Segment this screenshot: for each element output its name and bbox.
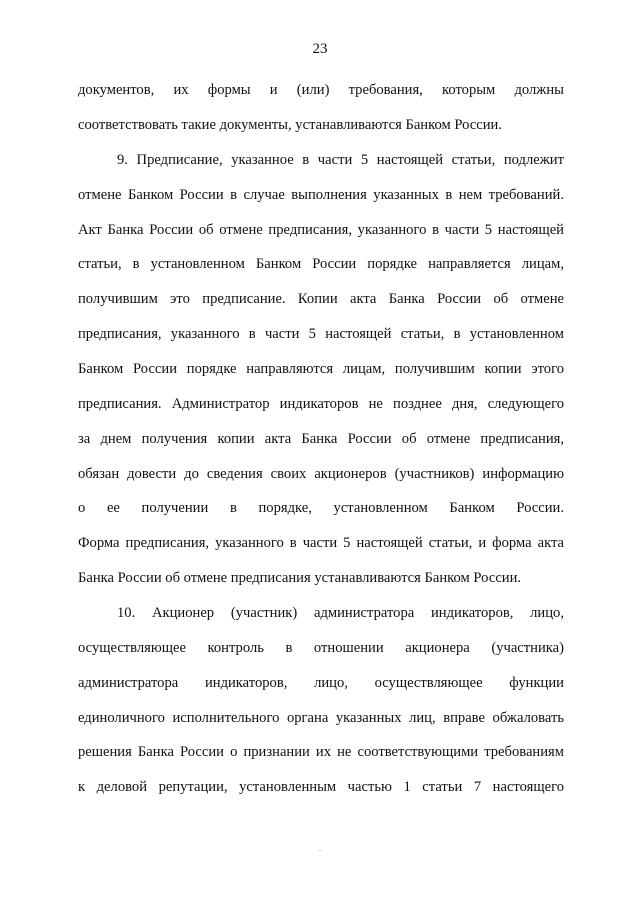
text-line: предписания. Администратор индикаторов не позднее дня, следующего [78,396,564,412]
text-line: соответствовать такие документы, устанавливаются Банком России. [78,117,503,133]
paragraph-10-start: 10. Акционер (участник) администратора индикаторов, лицо, [117,605,564,621]
text-line: к деловой репутации, установленным частью 1 статьи 7 настоящего [78,779,564,795]
text-line: решения Банка России о признании их не соответствующими требованиям [78,744,564,760]
text-line: документов, их формы и (или) требования, которым должны [78,82,564,98]
text-line: Банком России порядке направляются лицам, получившим копии этого [78,361,564,377]
paragraph-9-start: 9. Предписание, указанное в части 5 настоящей статьи, подлежит [117,152,564,168]
text-line: Акт Банка России об отмене предписания, указанного в части 5 настоящей [78,222,564,238]
text-line: Форма предписания, указанного в части 5 настоящей статьи, и форма акта [78,535,564,551]
text-line: отмене Банком России в случае выполнения указанных в нем требований. [78,187,564,203]
page-number: 23 [312,41,328,57]
text-line: обязан довести до сведения своих акционеров (участников) информацию [78,466,564,482]
text-line: единоличного исполнительного органа указанных лиц, вправе обжаловать [78,710,564,726]
text-line: Банка России об отмене предписания устанавливаются Банком России. [78,570,522,586]
text-line: получившим это предписание. Копии акта Банка России об отмене [78,291,564,307]
text-line: администратора индикаторов, лицо, осуществляющее функции [78,675,564,691]
scan-speck [319,850,321,851]
text-line: о ее получении в порядке, установленном Банком России. [78,500,564,516]
text-line: статьи, в установленном Банком России порядке направляется лицам, [78,256,564,272]
text-line: осуществляющее контроль в отношении акционера (участника) [78,640,564,656]
text-line: предписания, указанного в части 5 настоящей статьи, в установленном [78,326,564,342]
text-line: за днем получения копии акта Банка России об отмене предписания, [78,431,564,447]
